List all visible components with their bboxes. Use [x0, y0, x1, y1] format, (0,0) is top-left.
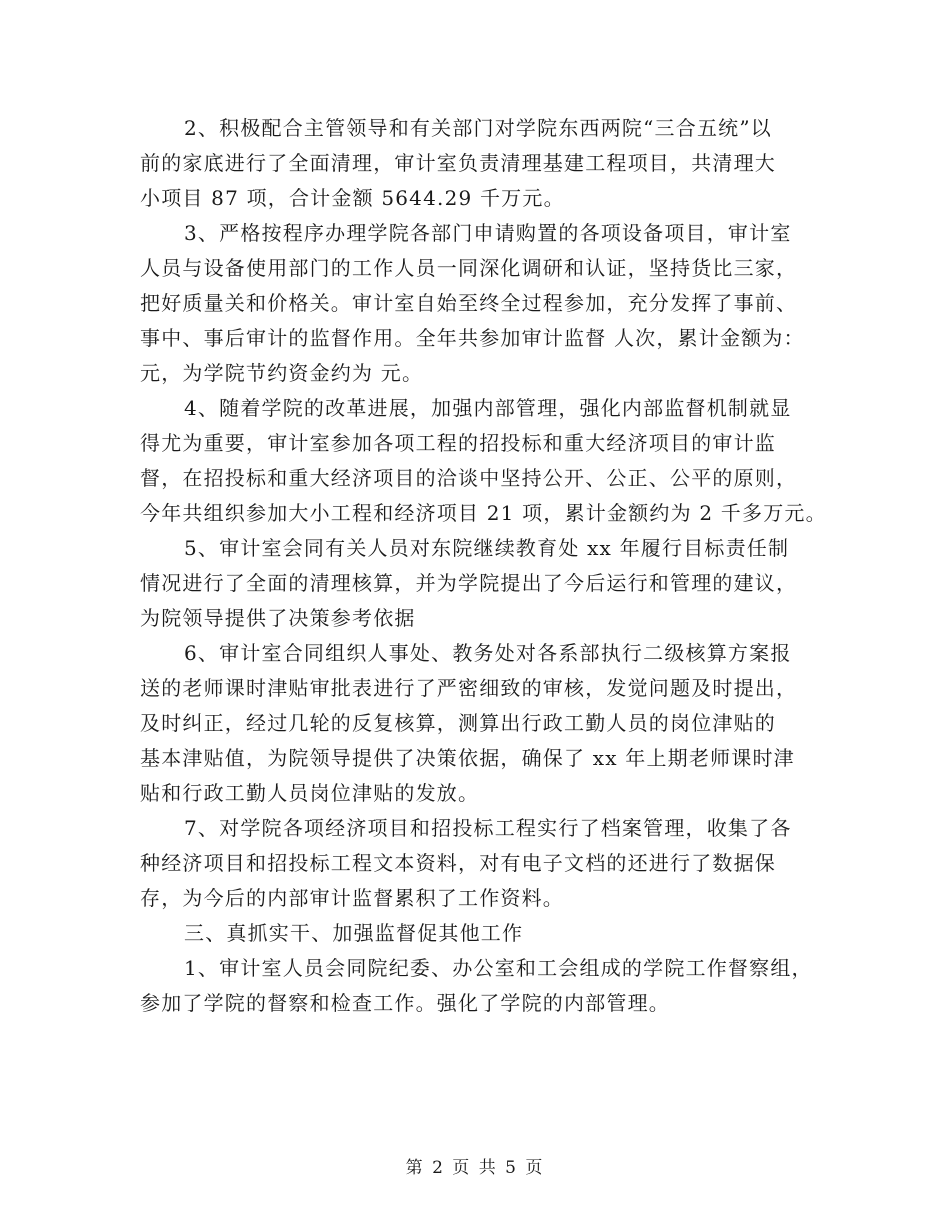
paragraph-1 [140, 111, 820, 216]
paragraph-4 [140, 531, 820, 636]
text-line: 得尤为重要，审计室参加各项工程的招投标和重大经济项目的审计监 [140, 431, 776, 455]
text-line: 前的家底进行了全面清理，审计室负责清理基建工程项目，共清理大 [140, 151, 776, 175]
text-line: 贴和行政工勤人员岗位津贴的发放。 [140, 781, 480, 805]
text-line: 情况进行了全面的清理核算，并为学院提出了今后运行和管理的建议， [140, 571, 798, 595]
section-heading-text: 三、真抓实干、加强监督促其他工作 [184, 921, 524, 945]
text-line: 2、积极配合主管领导和有关部门对学院东西两院“三合五统”以 [184, 116, 772, 140]
text-line: 6、审计室合同组织人事处、教务处对各系部执行二级核算方案报 [184, 641, 792, 665]
section-heading [140, 916, 820, 951]
paragraph-3 [140, 391, 827, 531]
paragraph-7 [140, 951, 820, 1021]
text-line: 4、随着学院的改革进展，加强内部管理，强化内部监督机制就显 [184, 396, 792, 420]
paragraph-6 [140, 811, 820, 916]
text-line: 3、严格按程序办理学院各部门申请购置的各项设备项目，审计室 [184, 221, 792, 245]
text-line: 事中、事后审计的监督作用。全年共参加审计监督 人次，累计金额为： [140, 326, 805, 350]
text-line: 元，为学院节约资金约为 元。 [140, 361, 424, 385]
text-line: 督，在招投标和重大经济项目的洽谈中坚持公开、公正、公平的原则， [140, 466, 798, 490]
paragraph-2 [140, 216, 820, 391]
document-body [140, 111, 827, 1021]
text-line: 存，为今后的内部审计监督累积了工作资料。 [140, 886, 564, 910]
text-line: 把好质量关和价格关。审计室自始至终全过程参加，充分发挥了事前、 [140, 291, 798, 315]
text-line: 今年共组织参加大小工程和经济项目 21 项，累计金额约为 2 千多万元。 [140, 501, 827, 525]
text-line: 种经济项目和招投标工程文本资料，对有电子文档的还进行了数据保 [140, 851, 776, 875]
text-line: 小项目 87 项，合计金额 5644.29 千万元。 [140, 186, 565, 210]
text-line: 7、对学院各项经济项目和招投标工程实行了档案管理，收集了各 [184, 816, 792, 840]
text-line: 参加了学院的督察和检查工作。强化了学院的内部管理。 [140, 991, 670, 1015]
text-line: 5、审计室会同有关人员对东院继续教育处 xx 年履行目标责任制 [184, 536, 790, 560]
text-line: 及时纠正，经过几轮的反复核算，测算出行政工勤人员的岗位津贴的 [140, 711, 776, 735]
text-line: 人员与设备使用部门的工作人员一同深化调研和认证，坚持货比三家， [140, 256, 798, 280]
page-number-footer: 第 2 页 共 5 页 [405, 1158, 545, 1178]
text-line: 送的老师课时津贴审批表进行了严密细致的审核，发觉问题及时提出， [140, 676, 798, 700]
text-line: 1、审计室人员会同院纪委、办公室和工会组成的学院工作督察组， [184, 956, 813, 980]
text-line: 基本津贴值，为院领导提供了决策依据，确保了 xx 年上期老师课时津 [140, 746, 795, 770]
paragraph-5 [140, 636, 820, 811]
text-line: 为院领导提供了决策参考依据 [140, 606, 416, 630]
